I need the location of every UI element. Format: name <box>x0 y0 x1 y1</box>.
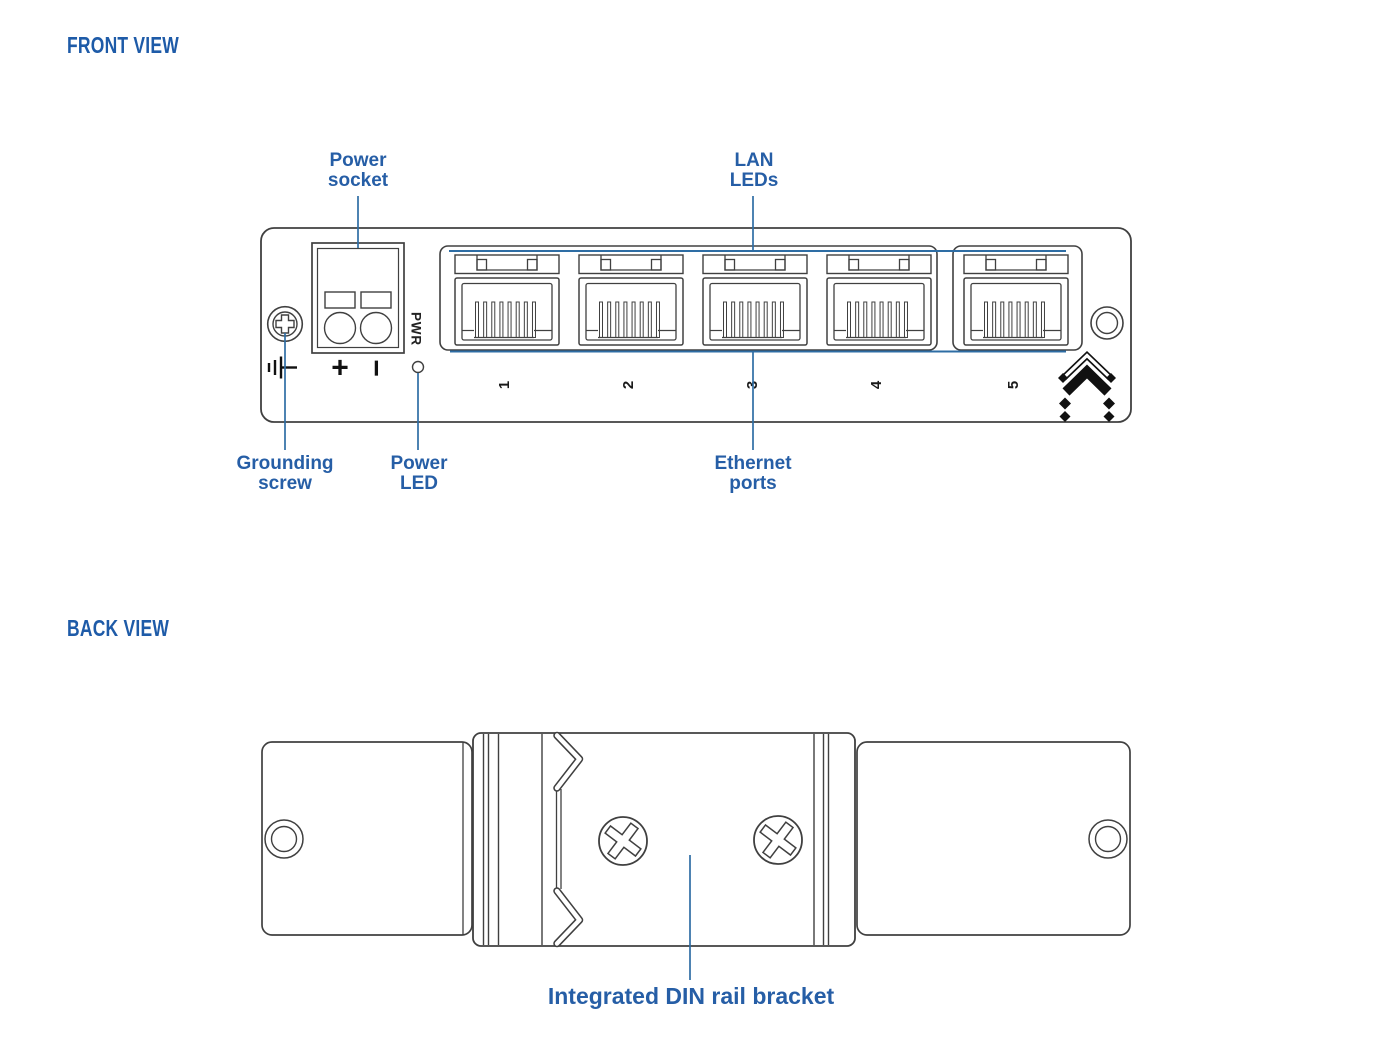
callout-lan-leds: LAN LEDs <box>729 150 779 191</box>
port-number: 2 <box>620 380 637 390</box>
callout-power-led: Power LED <box>390 453 448 494</box>
front-panel <box>261 196 1131 450</box>
callout-ethernet-ports: Ethernet ports <box>714 453 792 494</box>
back-view-heading: BACK VIEW <box>67 615 170 641</box>
callout-din-rail-bracket: Integrated DIN rail bracket <box>547 983 835 1009</box>
port-number: 5 <box>1005 380 1022 390</box>
callout-power-socket: Power socket <box>327 150 389 191</box>
din-rail-bracket <box>473 733 855 946</box>
front-view-heading: FRONT VIEW <box>67 32 180 58</box>
port-number: 3 <box>744 380 761 390</box>
callout-grounding-screw: Grounding screw <box>236 453 334 494</box>
plus-marking: + <box>331 351 349 385</box>
pwr-print: PWR <box>408 312 424 346</box>
back-panel <box>262 733 1130 980</box>
minus-marking: − <box>359 359 393 377</box>
back-left-plate <box>262 742 472 935</box>
port-number: 4 <box>868 380 885 390</box>
port-number: 1 <box>496 380 513 390</box>
